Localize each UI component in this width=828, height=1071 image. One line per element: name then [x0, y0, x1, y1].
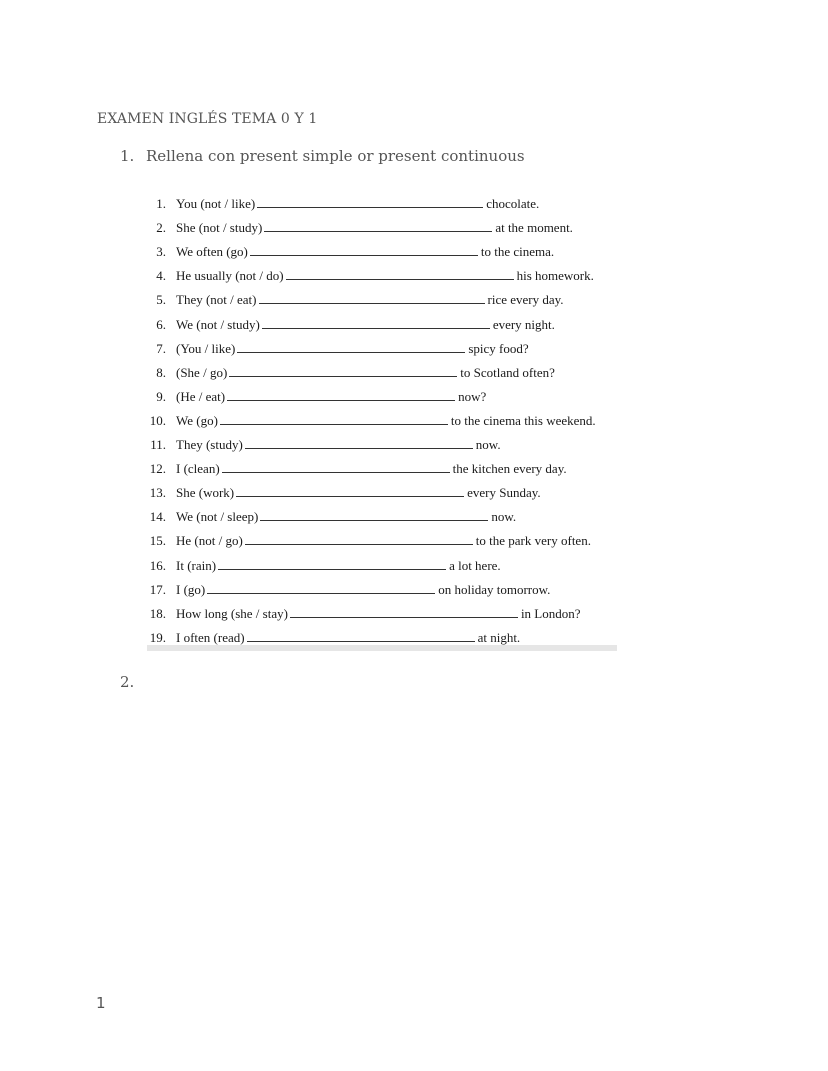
exercise-item-number: 9.: [156, 388, 166, 404]
exercise-item-prompt: I often (read): [176, 629, 245, 645]
exercise-item-ending: his homework.: [516, 268, 594, 284]
document-title: EXAMEN INGLÉS TEMA 0 Y 1: [97, 111, 318, 127]
answer-blank-line: [245, 435, 473, 449]
exercise-item-ending: every night.: [492, 316, 555, 332]
section-instruction: Rellena con present simple or present continuous: [146, 147, 525, 165]
section-1: [120, 147, 525, 165]
exercise-item-ending: a lot here.: [449, 557, 501, 573]
exercise-item-number: 8.: [156, 364, 166, 380]
exercise-item-prompt: We (not / study): [176, 316, 260, 332]
exercise-item-number: 16.: [149, 557, 166, 573]
exercise-item-number: 7.: [156, 340, 166, 356]
exercise-item-number: 13.: [149, 485, 166, 501]
exercise-item-number: 15.: [149, 533, 166, 549]
exercise-item-content: [176, 531, 591, 551]
exercise-item-content: [176, 242, 554, 262]
exercise-item-prompt: (He / eat): [176, 388, 226, 404]
exercise-item-content: [176, 363, 555, 383]
exercise-item-content: [176, 580, 550, 600]
exercise-item-ending: every Sunday.: [467, 485, 541, 501]
exercise-item-prompt: She (not / study): [176, 220, 263, 236]
exercise-item-prompt: He (not / go): [176, 533, 243, 549]
answer-blank-line: [290, 604, 518, 618]
exercise-item-number: 1.: [156, 196, 166, 211]
answer-blank-line: [222, 459, 450, 473]
section-number: 1.: [120, 147, 135, 165]
page-number: 1: [96, 994, 106, 1012]
answer-blank-line: [257, 194, 483, 208]
exercise-item-ending: the kitchen every day.: [452, 461, 567, 477]
exercise-item-content: [176, 411, 596, 431]
exercise-item-content: [176, 194, 539, 214]
exercise-item-number: 10.: [149, 412, 166, 428]
exercise-item-content: [176, 266, 594, 286]
answer-blank-line: [260, 507, 488, 521]
exercise-item-ending: to the park very often.: [475, 533, 591, 549]
exercise-item-content: [176, 483, 541, 503]
exercise-item-prompt: They (not / eat): [176, 292, 257, 308]
exercise-item-ending: on holiday tomorrow.: [438, 581, 551, 597]
exercise-item-prompt: We often (go): [176, 244, 248, 260]
answer-blank-line: [227, 387, 455, 401]
exercise-item-number: 14.: [149, 509, 166, 525]
exercise-item-ending: to the cinema this weekend.: [450, 412, 596, 428]
exercise-item-number: 18.: [149, 605, 166, 621]
exercise-item-prompt: How long (she / stay): [176, 605, 288, 621]
exercise-item-number: 12.: [149, 461, 166, 477]
exercise-item-prompt: You (not / like): [176, 196, 256, 211]
section-number: 2.: [120, 673, 135, 691]
answer-blank-line: [220, 411, 448, 425]
exercise-item-prompt: We (not / sleep): [176, 509, 259, 525]
answer-blank-line: [262, 315, 490, 329]
exercise-item-ending: at the moment.: [495, 220, 573, 236]
answer-blank-line: [229, 363, 457, 377]
answer-blank-line: [250, 242, 478, 256]
exercise-item-prompt: She (work): [176, 485, 235, 501]
exercise-item-number: 5.: [156, 292, 166, 308]
exercise-item-number: 4.: [156, 268, 166, 284]
exercise-item-ending: now.: [491, 509, 517, 525]
exercise-item-prompt: (She / go): [176, 364, 228, 380]
exercise-item-content: [176, 339, 529, 359]
answer-blank-line: [245, 531, 473, 545]
exercise-item-content: [176, 604, 581, 624]
answer-blank-line: [207, 580, 435, 594]
exercise-item-content: [176, 315, 555, 335]
exercise-item-prompt: They (study): [176, 437, 243, 452]
exercise-item-content: [176, 435, 501, 455]
answer-blank-line: [286, 266, 514, 280]
section-2: [120, 673, 146, 691]
exercise-item-number: 11.: [150, 437, 166, 452]
exercise-list-image: [147, 191, 617, 651]
exercise-item-content: [176, 218, 573, 238]
exercise-item-prompt: (You / like): [176, 340, 236, 356]
exercise-item-number: 2.: [156, 220, 166, 236]
exercise-item-number: 17.: [149, 581, 166, 597]
exercise-item-number: 19.: [149, 629, 166, 645]
exercise-item-prompt: I (clean): [176, 461, 220, 477]
exercise-item-number: 3.: [156, 244, 166, 260]
exercise-item-ending: chocolate.: [486, 196, 540, 211]
exercise-item-content: [176, 387, 486, 407]
answer-blank-line: [236, 483, 464, 497]
exercise-item-content: [176, 556, 501, 576]
exercise-item-ending: to the cinema.: [480, 244, 555, 260]
exercise-item-ending: spicy food?: [468, 340, 529, 356]
exercise-item-ending: in London?: [520, 605, 581, 621]
exercise-item-content: [176, 507, 516, 527]
exercise-item-prompt: We (go): [176, 412, 218, 428]
exercise-item-ending: rice every day.: [487, 292, 564, 308]
exercise-item-number: 6.: [156, 316, 166, 332]
exercise-item-prompt: It (rain): [176, 557, 217, 573]
exercise-item-ending: now?: [458, 388, 487, 404]
exercise-item-content: [176, 290, 564, 310]
answer-blank-line: [264, 218, 492, 232]
exercise-item-content: [176, 459, 567, 479]
answer-blank-line: [247, 628, 475, 642]
exercise-item-ending: to Scotland often?: [460, 364, 555, 380]
exercise-item-prompt: He usually (not / do): [176, 268, 284, 284]
exercise-item-content: [176, 628, 520, 648]
exercise-item-ending: now.: [475, 437, 501, 452]
exercise-item-ending: at night.: [477, 629, 521, 645]
answer-blank-line: [237, 339, 465, 353]
answer-blank-line: [259, 290, 485, 304]
answer-blank-line: [218, 556, 446, 570]
exercise-item-prompt: I (go): [176, 581, 206, 597]
